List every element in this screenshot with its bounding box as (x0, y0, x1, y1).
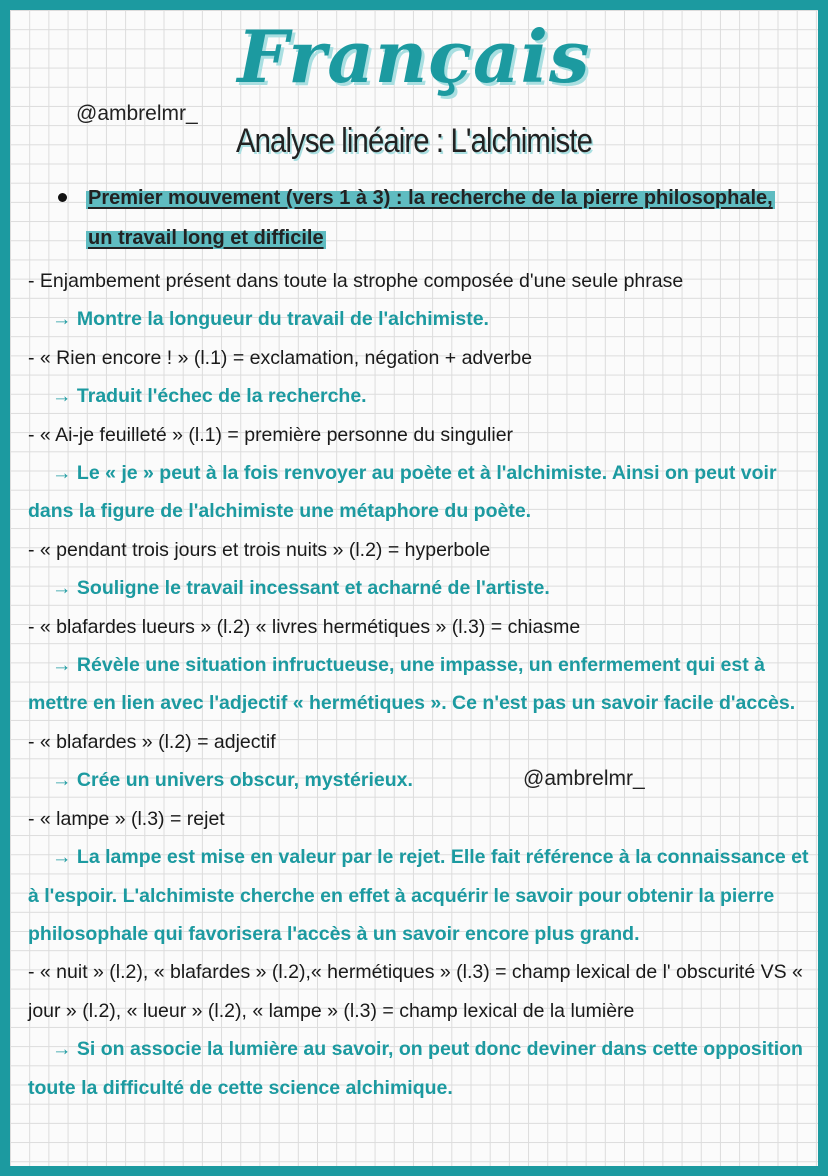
note-line: - « Ai-je feuilleté » (l.1) = première personne du singulier (28, 423, 514, 446)
note-conclusion (28, 761, 818, 799)
note-conclusion (28, 377, 818, 415)
note-line: - « blafardes » (l.2) = adjectif (28, 730, 276, 753)
note-conclusion (28, 646, 818, 723)
note-conclusion (28, 454, 818, 531)
note-line: - « nuit » (l.2), « blafardes » (l.2),« hermétiques » (l.3) = champ lexical de l' obscurité VS « jour » (l.2), « lueur » (l.2), « lampe » (l.3) = champ lexical de la lumière (28, 961, 803, 1022)
note-conclusion-text: → La lampe est mise en valeur par le rejet. Elle fait référence à la connaissance et à l'espoir. L'alchimiste cherche en effet à acquérir le savoir pour obtenir la pierre philosophale qui favorisera l'accès à un savoir encore plus grand. (28, 846, 809, 945)
section-heading-text: Premier mouvement (vers 1 à 3) : la recherche de la pierre philosophale, un travail long et difficile (88, 187, 773, 249)
note-line: - « lampe » (l.3) = rejet (28, 807, 225, 830)
note-conclusion-text: → Traduit l'échec de la recherche. (52, 385, 367, 408)
bullet-icon (58, 193, 67, 202)
note-conclusion (28, 838, 818, 953)
note-line: - Enjambement présent dans toute la strophe composée d'une seule phrase (28, 270, 684, 292)
note-conclusion (28, 300, 818, 338)
note-conclusion (28, 569, 818, 607)
note-line: - « pendant trois jours et trois nuits » (l.2) = hyperbole (28, 538, 491, 561)
note-conclusion-text: → Le « je » peut à la fois renvoyer au poète et à l'alchimiste. Ainsi on peut voir dans la figure de l'alchimiste une métaphore du poète. (28, 462, 777, 523)
note-conclusion-text: → Si on associe la lumière au savoir, on peut donc deviner dans cette opposition toute la difficulté de cette science alchimique. (28, 1038, 803, 1099)
note-conclusion-text: → Montre la longueur du travail de l'alchimiste. (52, 308, 489, 331)
page-subtitle: Analyse linéaire : L'alchimiste (236, 122, 592, 160)
note-conclusion (28, 1030, 818, 1107)
note-conclusion-text: → Crée un univers obscur, mystérieux. (52, 769, 413, 792)
notes-content (28, 178, 818, 1107)
page-title: Français (237, 14, 591, 99)
author-handle: @ambrelmr_ (76, 102, 198, 125)
note-page (10, 10, 818, 1166)
note-conclusion-text: → Souligne le travail incessant et acharné de l'artiste. (52, 577, 550, 600)
section-heading (44, 178, 796, 258)
note-conclusion-text: → Révèle une situation infructueuse, une impasse, un enfermement qui est à mettre en lien avec l'adjectif « hermétiques ». Ce n'est pas un savoir facile d'accès. (28, 654, 796, 715)
watermark-handle: @ambrelmr_ (523, 767, 645, 790)
note-line: - « blafardes lueurs » (l.2) « livres hermétiques » (l.3) = chiasme (28, 615, 581, 638)
note-line: - « Rien encore ! » (l.1) = exclamation, négation + adverbe (28, 346, 533, 369)
